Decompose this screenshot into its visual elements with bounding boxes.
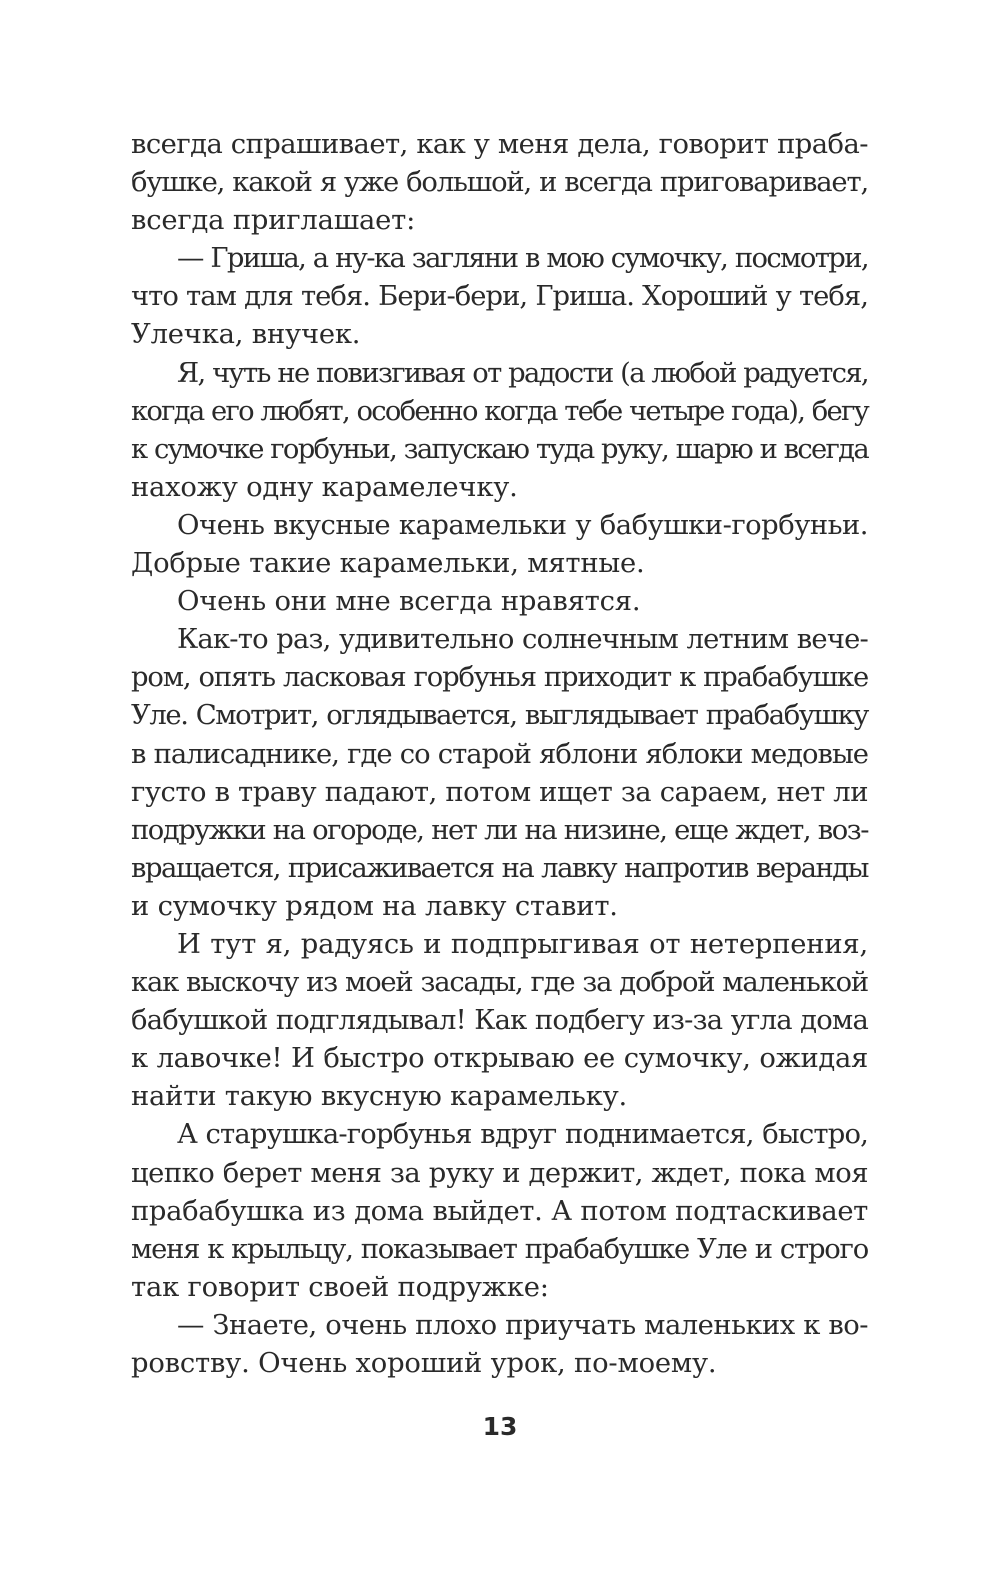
text-line: густо в траву падают, потом ищет за сараем, нет ли: [131, 776, 868, 808]
paragraph: [131, 507, 868, 583]
text-line: Я, чуть не повизгивая от радости (а любой радуется,: [177, 357, 868, 389]
paragraph: [131, 355, 868, 507]
text-line: Добрые такие карамельки, мятные.: [131, 548, 645, 580]
paragraph: [131, 583, 868, 621]
text-line: ром, опять ласковая горбунья приходит к прабабушке: [131, 662, 868, 694]
text-line: И тут я, радуясь и подпрыгивая от нетерпения,: [177, 928, 868, 960]
text-line: меня к крыльцу, показывает прабабушке Уле и строго: [131, 1233, 868, 1265]
text-line: — Гриша, а ну-ка загляни в мою сумочку, посмотри,: [177, 243, 868, 275]
text-line: что там для тебя. Бери-бери, Гриша. Хороший у тебя,: [131, 281, 868, 313]
text-line: А старушка-горбунья вдруг поднимается, быстро,: [177, 1119, 868, 1151]
text-line: ровству. Очень хороший урок, по-моему.: [131, 1348, 717, 1379]
text-line: к лавочке! И быстро открываю ее сумочку, ожидая: [131, 1043, 868, 1075]
text-line: и сумочку рядом на лавку ставит.: [131, 890, 618, 922]
text-line: Улечка, внучек.: [131, 319, 361, 351]
text-line: к сумочке горбуньи, запускаю туда руку, шарю и всегда: [131, 433, 868, 465]
text-line: когда его любят, особенно когда тебе четыре года), бегу: [131, 395, 868, 427]
text-line: всегда спрашивает, как у меня дела, говорит праба-: [131, 129, 868, 160]
text-line: так говорит своей подружке:: [131, 1271, 549, 1303]
text-line: Уле. Смотрит, оглядывается, выглядывает прабабушку: [131, 700, 868, 732]
text-line: нахожу одну карамелечку.: [131, 471, 518, 503]
text-line: всегда приглашает:: [131, 205, 416, 237]
text-line: вращается, присаживается на лавку напротив веранды: [131, 852, 868, 884]
text-line: подружки на огороде, нет ли на низине, еще ждет, воз-: [131, 814, 868, 846]
body-text: [131, 126, 868, 1383]
text-line: — Знаете, очень плохо приучать маленьких к во-: [177, 1309, 868, 1341]
text-line: прабабушка из дома выйдет. А потом подтаскивает: [131, 1195, 868, 1227]
text-line: цепко берет меня за руку и держит, ждет, пока моя: [131, 1157, 868, 1189]
text-line: в палисаднике, где со старой яблони яблоки медовые: [131, 738, 868, 770]
paragraph: [131, 1307, 868, 1383]
text-line: как выскочу из моей засады, где за доброй маленькой: [131, 967, 868, 999]
text-line: бушке, какой я уже большой, и всегда приговаривает,: [131, 167, 868, 199]
paragraph: [131, 240, 868, 354]
paragraph: [131, 1116, 868, 1306]
text-line: Очень они мне всегда нравятся.: [177, 586, 641, 618]
text-line: Очень вкусные карамельки у бабушки-горбуньи.: [177, 509, 868, 541]
paragraph: [131, 926, 868, 1116]
text-line: Как-то раз, удивительно солнечным летним вече-: [177, 624, 868, 656]
paragraph: [131, 621, 868, 926]
text-line: бабушкой подглядывал! Как подбегу из-за угла дома: [131, 1005, 868, 1037]
paragraph: [131, 126, 868, 240]
text-line: найти такую вкусную карамельку.: [131, 1081, 628, 1113]
page-number: 13: [482, 1412, 518, 1441]
